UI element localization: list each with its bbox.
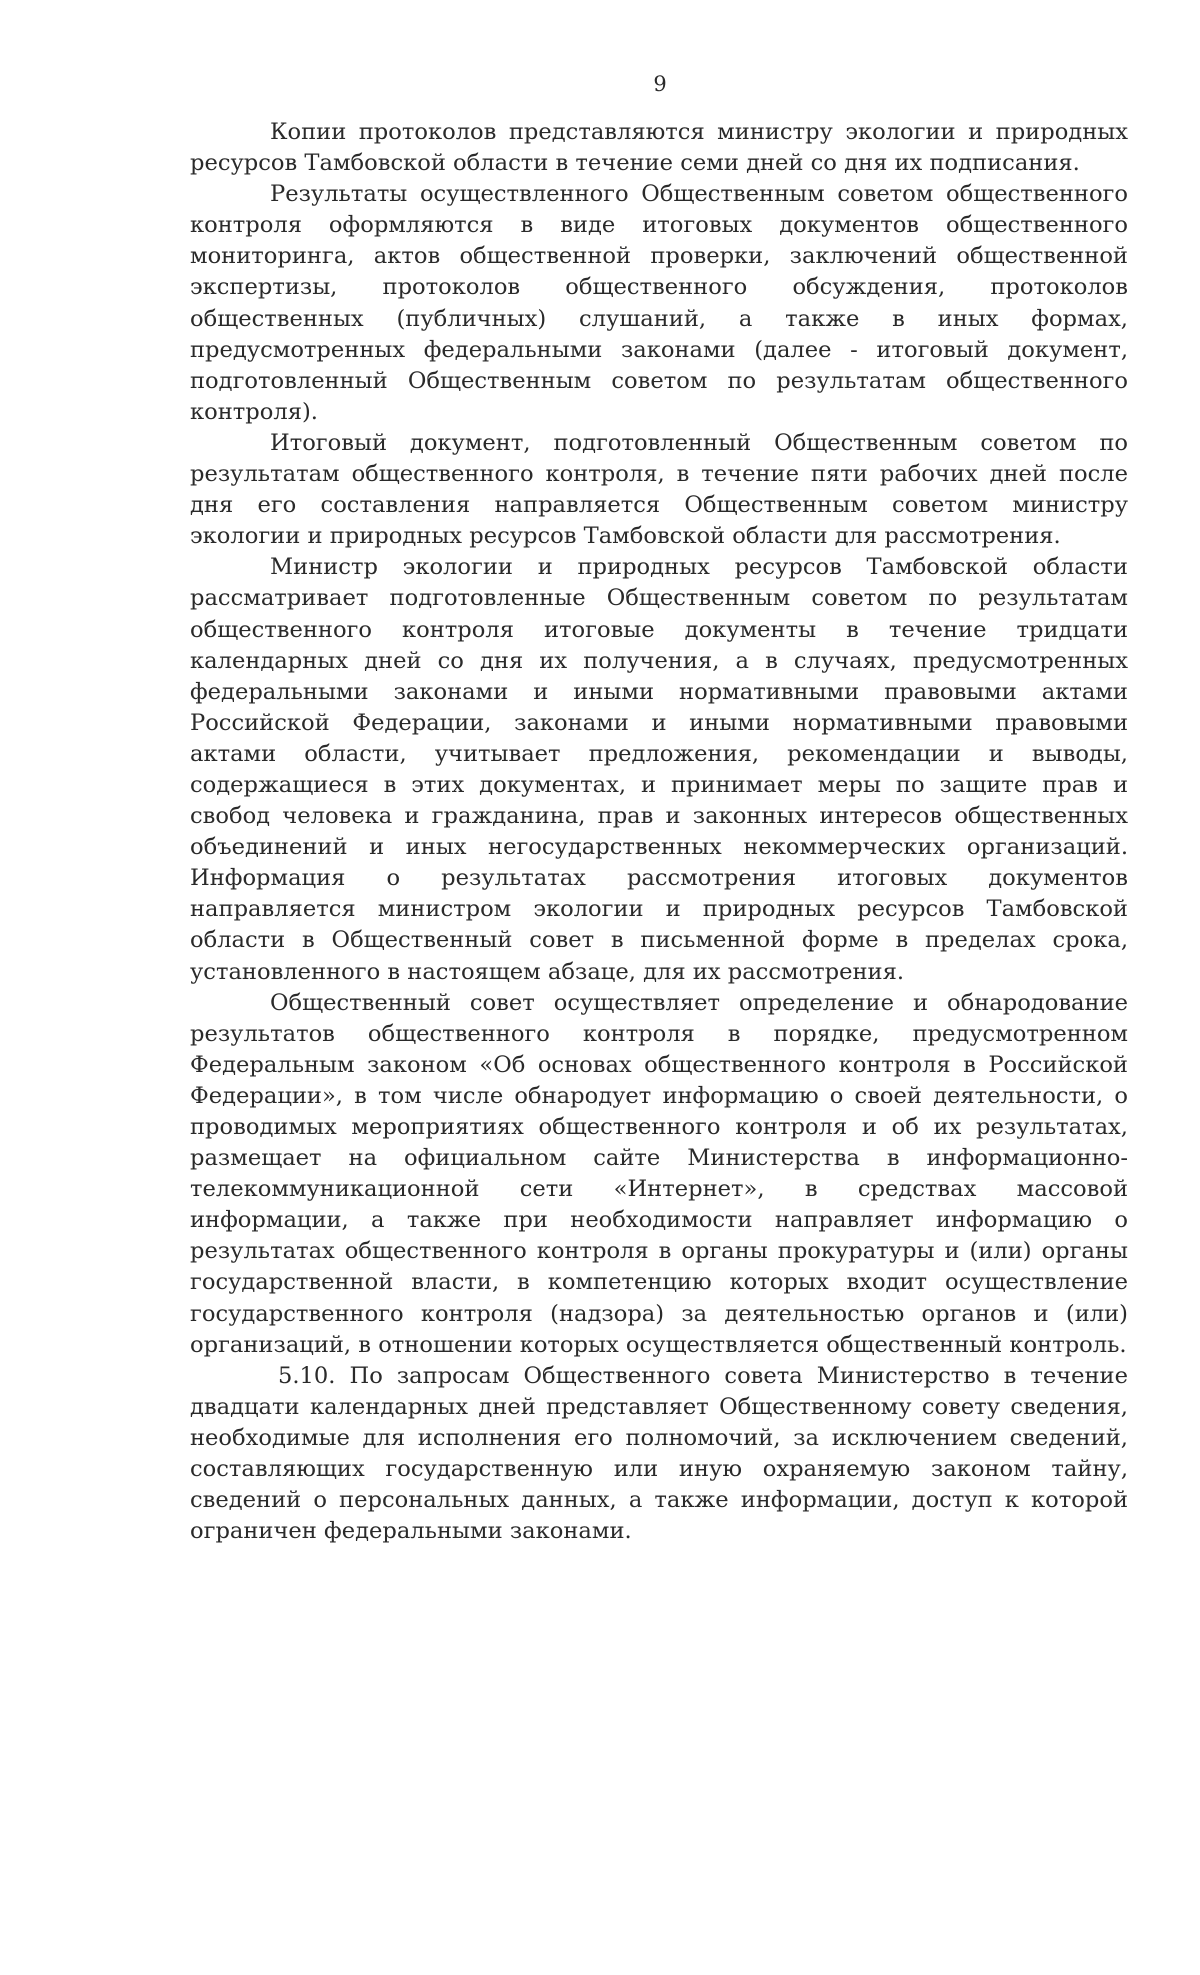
- paragraph-final-document: Итоговый документ, подготовленный Общественным советом по результатам общественного контроля, в течение пяти рабочих дней после дня его составления направляется Общественным советом министру экологии и природных ресурсов Тамбовской области для рассмотрения.: [190, 429, 1128, 550]
- paragraph-protocol-copies: Копии протоколов представляются министру экологии и природных ресурсов Тамбовской области в течение семи дней со дня их подписания.: [190, 119, 1128, 177]
- paragraph-section-5-10: 5.10. По запросам Общественного совета Министерство в течение двадцати календарных дней представляет Общественному совету сведения, необходимые для исполнения его полномочий, за исключением сведений, составляющих государственную или иную охраняемую законом тайну, сведений о персональных данных, а также информации, доступ к которой ограничен федеральными законами.: [190, 1362, 1128, 1545]
- page-number: 9: [653, 72, 667, 96]
- paragraph-control-results: Результаты осуществленного Общественным советом общественного контроля оформляются в виде итоговых документов общественного мониторинга, актов общественной проверки, заключений общественной экспертизы, протоколов общественного обсуждения, протоколов общественных (публичных) слушаний, а также в иных формах, предусмотренных федеральными законами (далее - итоговый документ, подготовленный Общественным советом по результатам общественного контроля).: [190, 181, 1128, 425]
- paragraph-minister-review: Министр экологии и природных ресурсов Тамбовской области рассматривает подготовленные Общественным советом по результатам общественного контроля итоговые документы в течение тридцати календарных дней со дня их получения, а в случаях, предусмотренных федеральными законами и иными нормативными правовыми актами Российской Федерации, законами и иными нормативными правовыми актами области, учитывает предложения, рекомендации и выводы, содержащиеся в этих документах, и принимает меры по защите прав и свобод человека и гражданина, прав и законных интересов общественных объединений и иных негосударственных некоммерческих организаций. Информация о результатах рассмотрения итоговых документов направляется министром экологии и природных ресурсов Тамбовской области в Общественный совет в письменной форме в пределах срока, установленного в настоящем абзаце, для их рассмотрения.: [190, 554, 1128, 985]
- paragraph-publication: Общественный совет осуществляет определение и обнародование результатов общественного контроля в порядке, предусмотренном Федеральным законом «Об основах общественного контроля в Российской Федерации», в том числе обнародует информацию о своей деятельности, о проводимых мероприятиях общественного контроля и об их результатах, размещает на официальном сайте Министерства в информационно-телекоммуникационной сети «Интернет», в средствах массовой информации, а также при необходимости направляет информацию о результатах общественного контроля в органы прокуратуры и (или) органы государственной власти, в компетенцию которых входит осуществление государственного контроля (надзора) за деятельностью органов и (или) организаций, в отношении которых осуществляется общественный контроль.: [190, 989, 1128, 1358]
- document-body: [190, 117, 1128, 1547]
